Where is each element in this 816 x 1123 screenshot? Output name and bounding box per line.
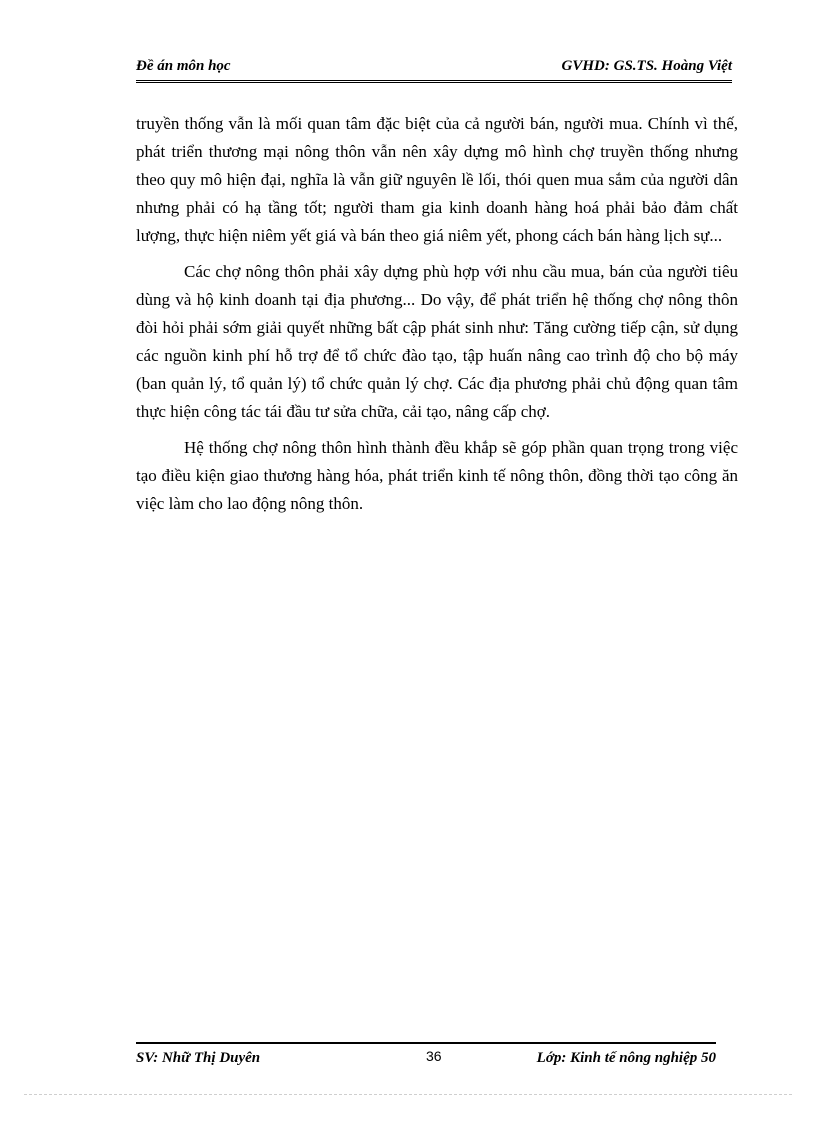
header-supervisor: GVHD: GS.TS. Hoàng Việt bbox=[561, 58, 732, 74]
paragraph-1: truyền thống vẫn là mối quan tâm đặc biệt của cả người bán, người mua. Chính vì thế, phát triển thương mại nông thôn vẫn nên xây dựng mô hình chợ truyền thống nhưng theo quy mô hiện đại, nghĩa là vẫn giữ nguyên lề lối, thói quen mua sắm của người dân nhưng phải có hạ tầng tốt; người tham gia kinh doanh hàng hoá phải bảo đảm chất lượng, thực hiện niêm yết giá và bán theo giá niêm yết, phong cách bán hàng lịch sự... bbox=[136, 114, 738, 245]
paragraph-3: Hệ thống chợ nông thôn hình thành đều khắp sẽ góp phần quan trọng trong việc tạo điều kiện giao thương hàng hóa, phát triển kinh tế nông thôn, đồng thời tạo công ăn việc làm cho lao động nông thôn. bbox=[136, 438, 738, 513]
footer-class-name: Lớp: Kinh tế nông nghiệp 50 bbox=[536, 1050, 716, 1066]
page-bottom-divider bbox=[24, 1094, 792, 1095]
header-course-title: Đề án môn học bbox=[136, 58, 231, 74]
page-footer bbox=[136, 1042, 716, 1068]
footer-student-name: SV: Nhữ Thị Duyên bbox=[136, 1050, 261, 1066]
body-text bbox=[136, 110, 738, 526]
page-header bbox=[136, 56, 732, 83]
paragraph-2: Các chợ nông thôn phải xây dựng phù hợp với nhu cầu mua, bán của người tiêu dùng và hộ kinh doanh tại địa phương... Do vậy, để phát triển hệ thống chợ nông thôn đòi hỏi phải sớm giải quyết những bất cập phát sinh như: Tăng cường tiếp cận, sử dụng các nguồn kinh phí hỗ trợ để tổ chức đào tạo, tập huấn nâng cao trình độ cho bộ máy (ban quản lý, tổ quản lý) tổ chức quản lý chợ. Các địa phương phải chủ động quan tâm thực hiện công tác tái đầu tư sửa chữa, cải tạo, nâng cấp chợ. bbox=[136, 262, 738, 421]
page-number: 36 bbox=[426, 1048, 442, 1064]
